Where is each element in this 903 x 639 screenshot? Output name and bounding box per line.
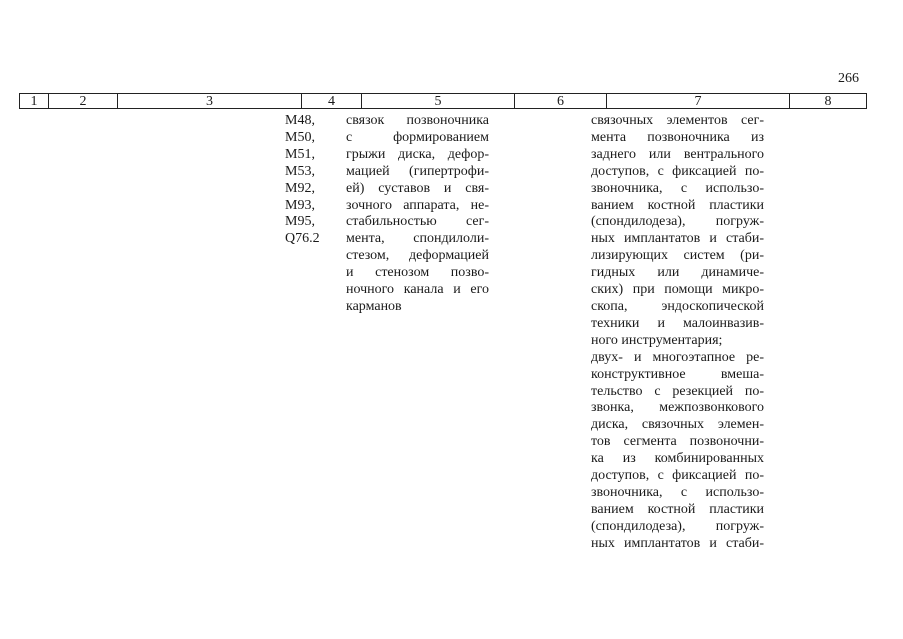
treatment-line: ских) при помощи микро-	[591, 282, 764, 298]
diagnosis-line: мацией (гипертрофи-	[346, 163, 489, 179]
header-col-4: 4	[301, 94, 361, 109]
treatment-line: ванием костной пластики	[591, 197, 764, 213]
treatment-line: тов сегмента позвоночни-	[591, 434, 764, 450]
treatment-line: (спондилодеза), погруж-	[591, 518, 764, 534]
icd-code: M95,	[285, 214, 315, 230]
treatment-line: ванием костной пластики	[591, 501, 764, 517]
header-col-8: 8	[789, 94, 866, 109]
treatment-line: техники и малоинвазив-	[591, 315, 764, 331]
diagnosis-line: зочного аппарата, не-	[346, 197, 489, 213]
diagnosis-line: карманов	[346, 298, 402, 314]
diagnosis-line: стезом, деформацией	[346, 248, 489, 264]
diagnosis-line: ей) суставов и свя-	[346, 180, 489, 196]
icd-code: M92,	[285, 180, 315, 196]
treatment-line: двух- и многоэтапное ре-	[591, 349, 764, 365]
treatment-line: ка из комбинированных	[591, 451, 764, 467]
treatment-line: доступов, с фиксацией по-	[591, 163, 764, 179]
header-col-2: 2	[48, 94, 117, 109]
treatment-line: звоночника, с использо-	[591, 180, 764, 196]
diagnosis-line: связок позвоночника	[346, 113, 489, 128]
icd-code: M48,	[285, 113, 315, 128]
diagnosis-line: ночного канала и его	[346, 282, 489, 298]
icd-code: M50,	[285, 129, 315, 145]
diagnosis-line: стабильностью сег-	[346, 214, 489, 230]
diagnosis-line: мента, спондилоли-	[346, 231, 489, 247]
diagnosis-line: грыжи диска, дефор-	[346, 146, 489, 162]
icd-code: Q76.2	[285, 231, 320, 247]
diagnosis-line: с формированием	[346, 129, 489, 145]
treatment-line: заднего или вентрального	[591, 146, 764, 162]
treatment-line: мента позвоночника из	[591, 129, 764, 145]
treatment-line: ных имплантатов и стаби-	[591, 535, 764, 551]
treatment-line: диска, связочных элемен-	[591, 417, 764, 433]
treatment-text-column	[591, 113, 764, 553]
treatment-line: звонка, межпозвонкового	[591, 400, 764, 416]
treatment-line: тельство с резекцией по-	[591, 383, 764, 399]
icd-code: M53,	[285, 163, 315, 179]
treatment-line: ных имплантатов и стаби-	[591, 231, 764, 247]
header-col-3: 3	[117, 94, 301, 109]
treatment-line: доступов, с фиксацией по-	[591, 468, 764, 484]
treatment-line: связочных элементов сег-	[591, 113, 764, 128]
header-col-7: 7	[606, 94, 789, 109]
treatment-line: конструктивное вмеша-	[591, 366, 764, 382]
diagnosis-text-column	[346, 113, 489, 316]
header-col-6: 6	[514, 94, 606, 109]
diagnosis-line: и стенозом позво-	[346, 265, 489, 281]
treatment-line: звоночника, с использо-	[591, 484, 764, 500]
treatment-line: скопа, эндоскопической	[591, 298, 764, 314]
table-header-row	[19, 93, 867, 109]
treatment-line: лизирующих систем (ри-	[591, 248, 764, 264]
icd-codes-column	[285, 113, 335, 248]
icd-code: M51,	[285, 146, 315, 162]
header-col-1: 1	[30, 94, 38, 109]
header-col-5: 5	[361, 94, 514, 109]
icd-code: M93,	[285, 197, 315, 213]
treatment-line: (спондилодеза), погруж-	[591, 214, 764, 230]
treatment-line: гидных или динамиче-	[591, 265, 764, 281]
page-number: 266	[838, 71, 859, 86]
treatment-line: ного инструментария;	[591, 332, 723, 348]
